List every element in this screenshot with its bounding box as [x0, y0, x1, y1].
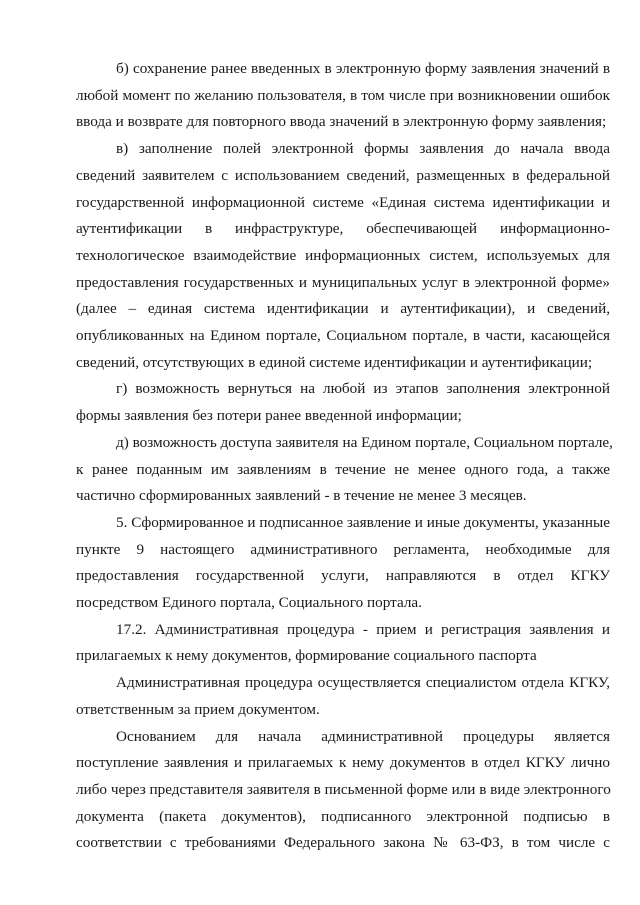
text-line: к ранее поданным им заявлениям в течение не менее одного года, а также [76, 460, 610, 478]
text-line: поступление заявления и прилагаемых к нему документов в отдел КГКУ лично [76, 754, 610, 772]
text-line: частично сформированных заявлений - в течение не менее 3 месяцев. [76, 487, 527, 505]
text-line: предоставления государственных и муниципальных услуг в электронной форме» [76, 273, 610, 291]
paragraph-procedure-basis [76, 724, 610, 858]
text-line: аутентификации в инфраструктуре, обеспечивающей информационно- [76, 220, 610, 238]
text-line: предоставления государственной услуги, направляются в отдел КГКУ [76, 567, 610, 585]
text-line: любой момент по желанию пользователя, в том числе при возникновении ошибок [76, 86, 610, 104]
text-line: формы заявления без потери ранее введенной информации; [76, 407, 462, 425]
text-line: 5. Сформированное и подписанное заявление и иные документы, указанные [116, 513, 610, 531]
text-line: пункте 9 настоящего административного регламента, необходимые для [76, 540, 610, 558]
text-line: г) возможность вернуться на любой из этапов заполнения электронной [116, 380, 610, 398]
text-line: технологическое взаимодействие информационных систем, используемых для [76, 246, 610, 264]
paragraph-g-return-to-step [76, 376, 610, 429]
text-line: 17.2. Административная процедура - прием и регистрация заявления и [116, 620, 610, 638]
text-line: прилагаемых к нему документов, формирование социального паспорта [76, 647, 537, 665]
text-line: (далее – единая система идентификации и аутентификации), и сведений, [76, 300, 610, 318]
text-line: в) заполнение полей электронной формы заявления до начала ввода [116, 140, 610, 158]
text-line: д) возможность доступа заявителя на Едином портале, Социальном портале, [116, 433, 613, 451]
paragraph-b-saving-values [76, 56, 610, 136]
text-line: Основанием для начала административной процедуры является [116, 727, 610, 745]
paragraph-d-access-applications [76, 430, 613, 510]
text-line: ввода и возврате для повторного ввода значений в электронную форму заявления; [76, 113, 607, 131]
text-line: государственной информационной системе «Единая система идентификации и [76, 193, 610, 211]
paragraph-5-submission [76, 510, 610, 617]
text-line: посредством Единого портала, Социального портала. [76, 594, 422, 612]
text-line: сведений заявителем с использованием сведений, размещенных в федеральной [76, 166, 610, 184]
paragraph-procedure-specialist [76, 670, 610, 723]
text-line: опубликованных на Едином портале, Социальном портале, в части, касающейся [76, 327, 610, 345]
text-line: ответственным за прием документом. [76, 700, 320, 718]
text-line: сведений, отсутствующих в единой системе идентификации и аутентификации; [76, 353, 593, 371]
text-line: документа (пакета документов), подписанного электронной подписью в [76, 807, 610, 825]
paragraph-v-filling-fields [76, 136, 610, 376]
text-line: соответствии с требованиями Федерального закона № 63-ФЗ, в том числе с [76, 834, 610, 852]
text-line: б) сохранение ранее введенных в электронную форму заявления значений в [116, 60, 610, 77]
text-line: Административная процедура осуществляется специалистом отдела КГКУ, [116, 674, 610, 692]
text-line: либо через представителя заявителя в письменной форме или в виде электронного [76, 780, 611, 798]
paragraph-17-2-heading [76, 617, 610, 670]
